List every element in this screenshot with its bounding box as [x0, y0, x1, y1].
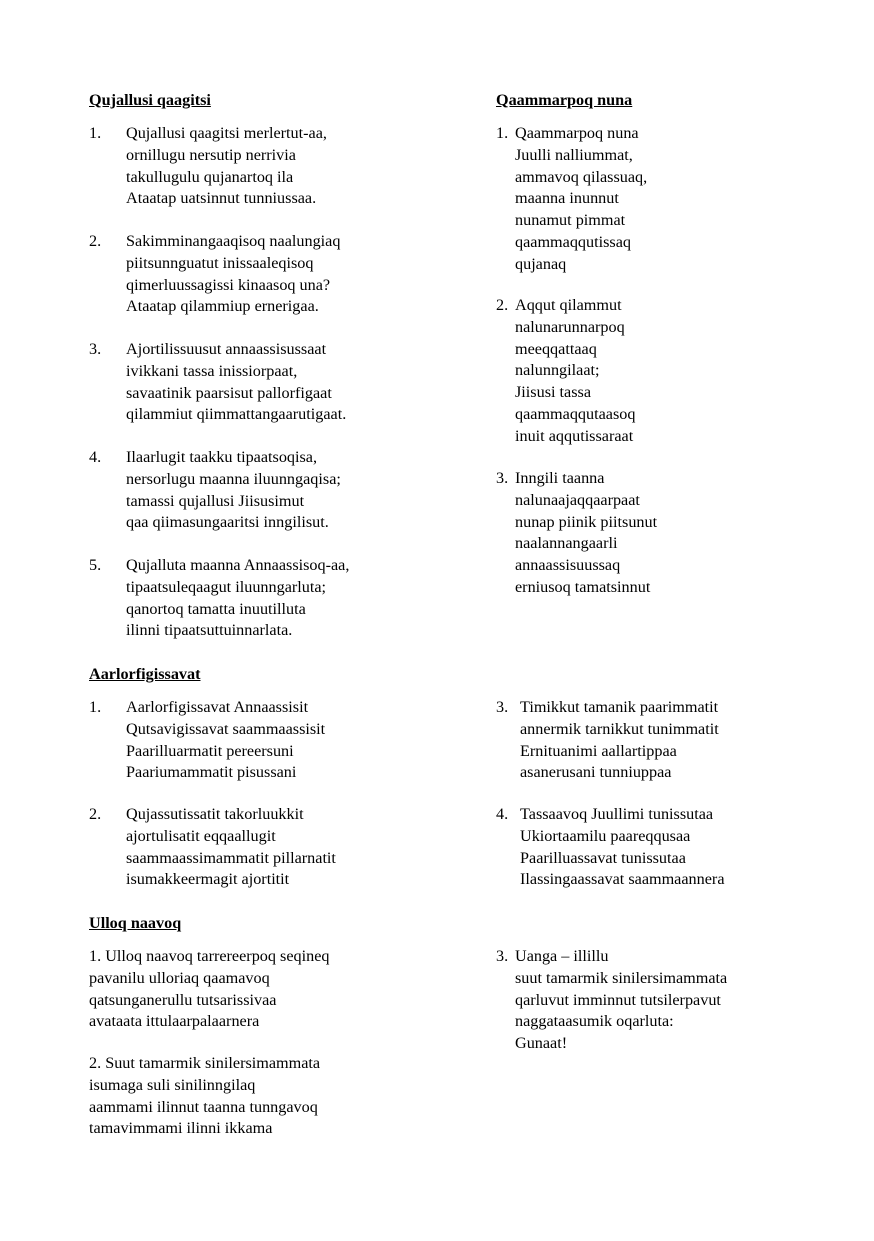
verse-line: Jiisusi tassa [515, 383, 591, 402]
verse-line: nunamut pimmat [515, 211, 626, 230]
stanza-4 [89, 447, 341, 534]
verse-line: qaammaqqutissaq [515, 232, 631, 251]
verse-line: Ukiortaamilu paareqqusaa [520, 826, 691, 845]
verse-line: Ataatap qilammiup ernerigaa. [126, 297, 319, 316]
verse-line: Paarilluassavat tunissutaa [520, 848, 686, 867]
verse-line: Aarlorfigissavat Annaassisit [126, 698, 309, 716]
stanza-number: 2. [496, 296, 509, 314]
verse-line: Juulli nalliummat, [515, 145, 633, 164]
stanza-5 [89, 555, 349, 642]
stanza-4 [496, 804, 725, 891]
stanza-number: 1. [89, 698, 102, 716]
verse-line: saammaassimammatit pillarnatit [126, 848, 336, 867]
verse-line: nalunngilaat; [515, 361, 600, 380]
hymn-title-aarlorfigissavat: Aarlorfigissavat [89, 665, 201, 683]
verse-line: nalunarunnarpoq [515, 317, 625, 336]
hymn-title-qaammarpoq-nuna: Qaammarpoq nuna [496, 91, 633, 109]
verse-line: erniusoq tamatsinnut [515, 577, 651, 596]
verse-line: pavanilu ulloriaq qaamavoq [89, 968, 270, 987]
verse-line: avataata ittulaarpalaarnera [89, 1012, 260, 1031]
stanza-number: 5. [89, 556, 102, 574]
stanza-number: 1. [89, 124, 102, 142]
verse-line: qaammaqqutaasoq [515, 404, 636, 423]
verse-line: suut tamarmik sinilersimammata [515, 968, 728, 987]
verse-line: ammavoq qilassuaq, [515, 167, 648, 186]
verse-line: Qujassutissatit takorluukkit [126, 805, 304, 823]
verse-line: maanna inunnut [515, 189, 619, 208]
verse-line: Paariumammatit pisussani [126, 763, 297, 782]
verse-line: Tassaavoq Juullimi tunissutaa [520, 805, 714, 823]
verse-line: qilammiut qiimmattangaarutigaat. [126, 405, 347, 424]
stanza-number: 1. [496, 124, 509, 142]
stanza-number: 2. [89, 805, 102, 823]
verse-line: Qujallusi qaagitsi merlertut-aa, [126, 124, 327, 142]
stanza-2 [89, 804, 336, 891]
verse-line: qaa qiimasungaaritsi inngilisut. [126, 513, 329, 532]
stanza-1 [89, 123, 327, 210]
stanza-1 [89, 946, 329, 1033]
verse-line: savaatinik paarsisut pallorfigaat [126, 383, 332, 402]
verse-line: Ernituanimi aallartippaa [520, 741, 677, 760]
verse-line: Ataatap uatsinnut tunniussaa. [126, 189, 317, 208]
verse-line: tipaatsuleqaagut iluunngarluta; [126, 577, 327, 596]
verse-line: meeqqattaaq [515, 339, 597, 358]
verse-line: 1. Ulloq naavoq tarrereerpoq seqineq [89, 947, 330, 965]
verse-line: 2. Suut tamarmik sinilersimammata [89, 1054, 321, 1072]
stanza-number: 3. [496, 947, 509, 965]
verse-line: qatsunganerullu tutsarissivaa [89, 990, 277, 1009]
verse-line: asanerusani tunniuppaa [520, 763, 672, 782]
stanza-3 [496, 946, 727, 1055]
stanza-number: 3. [496, 469, 509, 487]
stanza-number: 4. [89, 448, 102, 466]
verse-line: Ajortilissuusut annaassisussaat [126, 340, 327, 358]
verse-line: Inngili taanna [515, 469, 605, 487]
verse-line: piitsunnguatut inissaaleqisoq [126, 253, 314, 272]
stanza-number: 4. [496, 805, 509, 823]
verse-line: Uanga – illillu [515, 947, 609, 965]
verse-line: nersorlugu maanna iluunngaqisa; [126, 469, 341, 488]
verse-line: Paarilluarmatit pereersuni [126, 741, 294, 760]
stanza-2 [89, 231, 340, 318]
verse-line: Ilassingaassavat saammaannera [520, 870, 725, 889]
verse-line: tamavimmami ilinni ikkama [89, 1119, 273, 1138]
verse-line: Qujalluta maanna Annaassisoq-aa, [126, 556, 350, 574]
stanza-number: 3. [89, 340, 102, 358]
verse-line: qimerluussagissi kinaasoq una? [126, 275, 331, 294]
stanza-1 [89, 697, 325, 784]
verse-line: ilinni tipaatsuttuinnarlata. [126, 621, 293, 640]
verse-line: Ilaarlugit taakku tipaatsoqisa, [126, 448, 318, 466]
verse-line: Qaammarpoq nuna [515, 124, 639, 142]
verse-line: Gunaat! [515, 1034, 568, 1053]
stanza-2 [89, 1053, 320, 1140]
stanza-3 [89, 339, 346, 426]
verse-line: qanortoq tamatta inuutilluta [126, 599, 306, 618]
verse-line: Qutsavigissavat saammaassisit [126, 719, 326, 738]
verse-line: naalannangaarli [515, 534, 618, 553]
stanza-number: 2. [89, 232, 102, 250]
verse-line: naggataasumik oqarluta: [515, 1012, 674, 1031]
verse-line: nunap piinik piitsunut [515, 512, 658, 531]
verse-line: ivikkani tassa inissiorpaat, [126, 361, 298, 380]
verse-line: Aqqut qilammut [515, 296, 622, 314]
verse-line: ornillugu nersutip nerrivia [126, 145, 296, 164]
stanza-2 [496, 295, 635, 448]
verse-line: isumaga suli sinilinngilaq [89, 1075, 256, 1094]
verse-line: isumakkeermagit ajortitit [126, 870, 290, 889]
verse-line: ajortulisatit eqqaallugit [126, 826, 276, 845]
verse-line: Sakimminangaaqisoq naalungiaq [126, 232, 341, 250]
stanza-number: 1. [89, 947, 102, 965]
verse-line: tamassi qujallusi Jiisusimut [126, 491, 305, 510]
verse-line: nalunaajaqqaarpaat [515, 490, 640, 509]
verse-line: aammami ilinnut taanna tunngavoq [89, 1097, 318, 1116]
stanza-number: 3. [496, 698, 509, 716]
verse-line: qarluvut imminnut tutsilerpavut [515, 990, 721, 1009]
stanza-number: 2. [89, 1054, 102, 1072]
stanza-3 [496, 697, 719, 784]
hymn-title-ulloq-naavoq: Ulloq naavoq [89, 914, 182, 932]
verse-line: Timikkut tamanik paarimmatit [520, 698, 719, 716]
hymn-title-qujallusi-qaagitsi: Qujallusi qaagitsi [89, 91, 211, 109]
verse-line: annermik tarnikkut tunimmatit [520, 719, 719, 738]
stanza-1 [496, 123, 647, 276]
verse-line: inuit aqqutissaraat [515, 426, 634, 445]
verse-line: takullugulu qujanartoq ila [126, 167, 294, 186]
stanza-3 [496, 468, 657, 599]
verse-line: qujanaq [515, 254, 567, 273]
verse-line: annaassisuussaq [515, 556, 621, 575]
